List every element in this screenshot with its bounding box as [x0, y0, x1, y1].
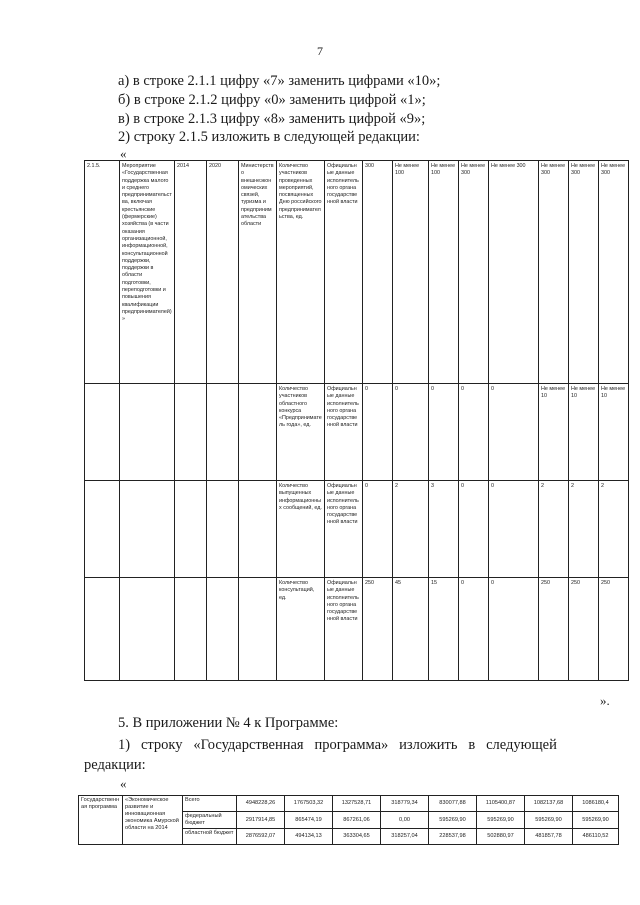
- indicator-value: 0: [459, 578, 489, 681]
- data-source: Официальные данные исполнительного органа государственной власти: [325, 161, 363, 384]
- indicator-value: 3: [429, 481, 459, 578]
- indicator-value: 0: [363, 481, 393, 578]
- funding-value: 0,00: [381, 812, 429, 829]
- funding-value: 228537,98: [429, 829, 477, 845]
- program-label: Государственная программа: [79, 796, 123, 845]
- funding-value: 494134,13: [285, 829, 333, 845]
- table-row: [79, 796, 619, 812]
- indicator-value: 0: [489, 481, 539, 578]
- indicator-value: 0: [489, 384, 539, 481]
- funding-value: 4948228,26: [237, 796, 285, 812]
- indicator-value: 2: [393, 481, 429, 578]
- indicator-value: 250: [539, 578, 569, 681]
- indicator-name: Количество выпущенных информационных сообщений, ед.: [277, 481, 325, 578]
- section-5-line-end: редакции:: [84, 757, 146, 773]
- table-row: [85, 481, 629, 578]
- executor: Министерство внешнеэкономических связей, туризма и предпринимательства области: [239, 161, 277, 384]
- indicator-value: 15: [429, 578, 459, 681]
- funding-value: 595269,90: [429, 812, 477, 829]
- funding-source: федеральный бюджет: [183, 812, 237, 829]
- funding-value: 318779,34: [381, 796, 429, 812]
- funding-value: 595269,90: [477, 812, 525, 829]
- funding-value: 481857,78: [525, 829, 573, 845]
- table-row: [85, 384, 629, 481]
- funding-value: 1105400,87: [477, 796, 525, 812]
- indicator-value: 250: [569, 578, 599, 681]
- funding-value: 1086180,4: [573, 796, 619, 812]
- indicator-value: 0: [459, 384, 489, 481]
- indicator-value: Не менее 300: [599, 161, 629, 384]
- funding-value: 486110,52: [573, 829, 619, 845]
- end-year: 2020: [207, 161, 239, 384]
- table-row: [85, 578, 629, 681]
- indicator-value: Не менее 10: [599, 384, 629, 481]
- indicator-value: 0: [393, 384, 429, 481]
- indicator-value: Не менее 300: [539, 161, 569, 384]
- measure-name: Мероприятие «Государственная поддержка малого и среднего предпринимательства, включая крестьянские (фермерские) хозяйства (в части оказания организационной, информационной, консультационной поддержки, поддержки в области подготовки, переподготовки и повышения квалификации предпринимателей)»: [120, 161, 175, 384]
- indicator-value: 250: [599, 578, 629, 681]
- section-5-heading: 5. В приложении № 4 к Программе:: [118, 715, 339, 731]
- indicator-value: 0: [489, 578, 539, 681]
- data-source: Официальные данные исполнительного органа государственной власти: [325, 481, 363, 578]
- open-quote: «: [120, 146, 127, 161]
- indicator-value: Не менее 10: [569, 384, 599, 481]
- funding-source: областной бюджет: [183, 829, 237, 845]
- indicator-value: 0: [363, 384, 393, 481]
- indicator-value: 0: [459, 481, 489, 578]
- indicator-value: 0: [429, 384, 459, 481]
- indicator-name: Количество участников проведенных мероприятий, посвященных Дню российского предпринимательства, ед.: [277, 161, 325, 384]
- funding-value: 318257,04: [381, 829, 429, 845]
- section-5-line: 1) строку «Государственная программа» изложить в следующей: [118, 737, 557, 753]
- page-number: 7: [317, 44, 323, 58]
- funding-value: 363304,65: [333, 829, 381, 845]
- funding-value: 2876592,07: [237, 829, 285, 845]
- row-id: 2.1.5.: [85, 161, 120, 384]
- indicator-value: 2: [569, 481, 599, 578]
- funding-value: 867261,06: [333, 812, 381, 829]
- indicator-value: Не менее 100: [429, 161, 459, 384]
- funding-value: 830077,88: [429, 796, 477, 812]
- start-year: 2014: [175, 161, 207, 384]
- amendment-a: а) в строке 2.1.1 цифру «7» заменить цифрами «10»;: [118, 73, 441, 89]
- bottom-open-quote: «: [120, 776, 127, 791]
- indicator-value: Не менее 300: [459, 161, 489, 384]
- close-quote: ».: [600, 693, 610, 708]
- funding-value: 865474,19: [285, 812, 333, 829]
- indicator-value: 2: [539, 481, 569, 578]
- amendment-c: в) в строке 2.1.3 цифру «8» заменить цифрой «9»;: [118, 111, 426, 127]
- indicator-table: [84, 160, 629, 681]
- funding-source: Всего: [183, 796, 237, 812]
- funding-value: 1767503,32: [285, 796, 333, 812]
- funding-value: 595269,90: [573, 812, 619, 829]
- funding-value: 1327528,71: [333, 796, 381, 812]
- indicator-value: 250: [363, 578, 393, 681]
- data-source: Официальные данные исполнительного органа государственной власти: [325, 384, 363, 481]
- amendment-b: б) в строке 2.1.2 цифру «0» заменить цифрой «1»;: [118, 92, 426, 108]
- funding-table: [78, 795, 619, 845]
- indicator-name: Количество консультаций, ед.: [277, 578, 325, 681]
- table-row: [85, 161, 629, 384]
- funding-value: 1082137,68: [525, 796, 573, 812]
- indicator-value: Не менее 300: [569, 161, 599, 384]
- indicator-value: 2: [599, 481, 629, 578]
- data-source: Официальные данные исполнительного органа государственной власти: [325, 578, 363, 681]
- funding-value: 595269,90: [525, 812, 573, 829]
- indicator-value: Не менее 10: [539, 384, 569, 481]
- funding-value: 502880,97: [477, 829, 525, 845]
- indicator-value: 45: [393, 578, 429, 681]
- indicator-value: Не менее 300: [489, 161, 539, 384]
- indicator-name: Количество участников областного конкурса «Предприниматель года», ед.: [277, 384, 325, 481]
- indicator-value: 300: [363, 161, 393, 384]
- program-title: «Экономическое развитие и инновационная экономика Амурской области на 2014: [123, 796, 183, 845]
- funding-value: 2917914,85: [237, 812, 285, 829]
- amendment-2: 2) строку 2.1.5 изложить в следующей редакции:: [118, 129, 420, 145]
- indicator-value: Не менее 100: [393, 161, 429, 384]
